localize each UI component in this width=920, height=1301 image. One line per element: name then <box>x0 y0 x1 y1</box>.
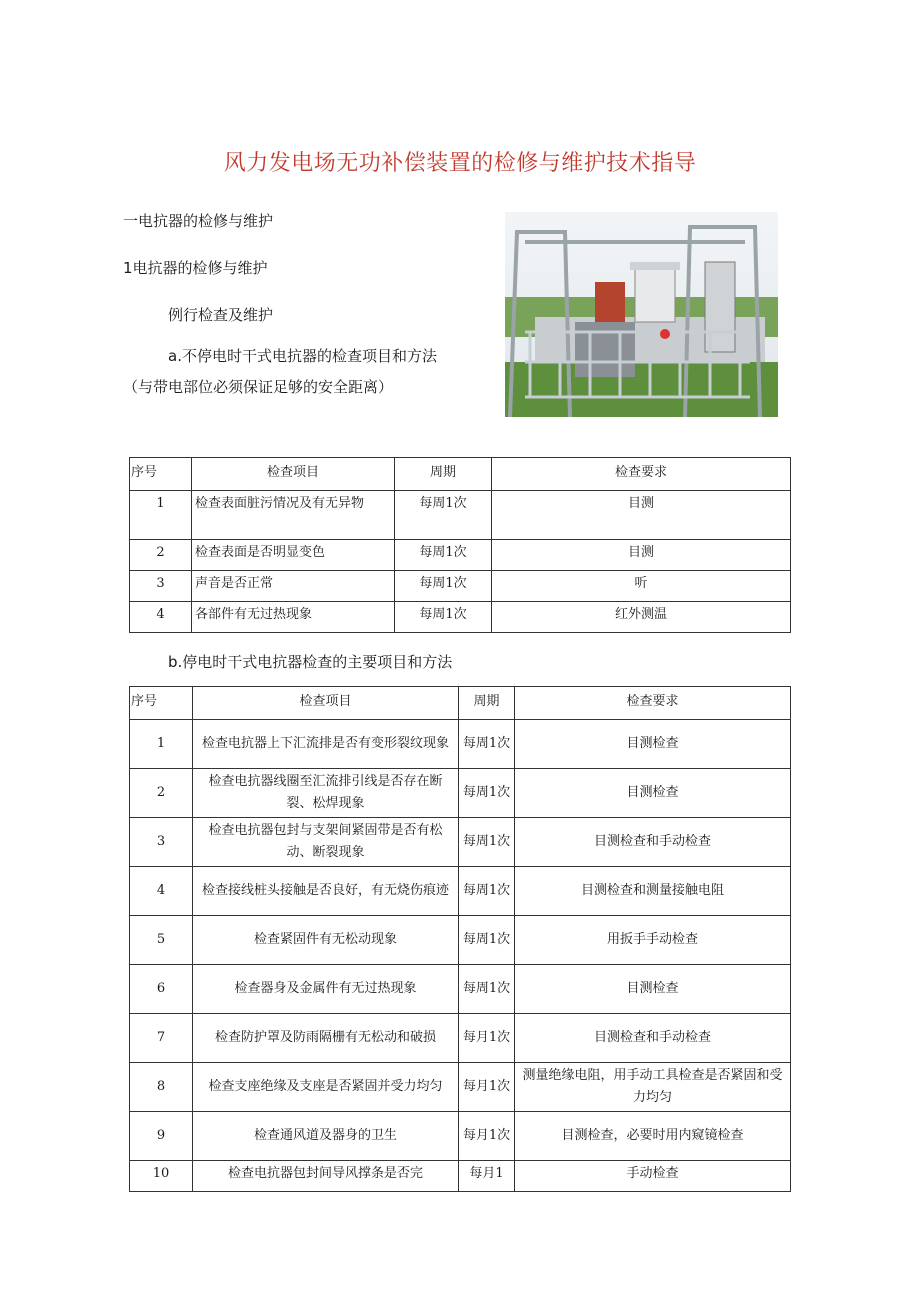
cell-index: 9 <box>130 1112 193 1161</box>
cell-requirement: 目测检查 <box>515 720 791 769</box>
cell-item: 检查器身及金属件有无过热现象 <box>193 965 459 1014</box>
cell-index: 1 <box>130 720 193 769</box>
header-period: 周期 <box>395 458 492 491</box>
part-a-heading: a.不停电时干式电抗器的检查项目和方法 <box>168 347 437 365</box>
header-item: 检查项目 <box>193 687 459 720</box>
cell-item: 各部件有无过热现象 <box>192 602 395 633</box>
header-index: 序号 <box>130 458 192 491</box>
cell-item: 声音是否正常 <box>192 571 395 602</box>
inspection-table-offline <box>129 686 791 1192</box>
cell-index: 8 <box>130 1063 193 1112</box>
part-a-note: （与带电部位必须保证足够的安全距离） <box>123 378 394 396</box>
cell-period: 每周1次 <box>395 571 492 602</box>
cell-index: 2 <box>130 540 192 571</box>
header-item: 检查项目 <box>192 458 395 491</box>
cell-period: 每周1次 <box>459 818 515 867</box>
routine-heading: 例行检查及维护 <box>168 306 274 324</box>
cell-requirement: 目测检查 <box>515 769 791 818</box>
page-title: 风力发电场无功补偿装置的检修与维护技术指导 <box>223 151 697 176</box>
table-row <box>130 965 791 1014</box>
table-row <box>130 769 791 818</box>
subsection-heading: 1电抗器的检修与维护 <box>123 259 268 277</box>
cell-index: 3 <box>130 818 193 867</box>
cell-period: 每月1 <box>459 1161 515 1192</box>
cell-requirement: 目测检查和手动检查 <box>515 818 791 867</box>
cell-requirement: 红外测温 <box>492 602 791 633</box>
cell-item: 检查支座绝缘及支座是否紧固并受力均匀 <box>193 1063 459 1112</box>
cell-requirement: 手动检查 <box>515 1161 791 1192</box>
cell-period: 每周1次 <box>459 769 515 818</box>
cell-period: 每周1次 <box>395 540 492 571</box>
cell-item: 检查电抗器包封与支架间紧固带是否有松动、断裂现象 <box>193 818 459 867</box>
cell-period: 每月1次 <box>459 1063 515 1112</box>
cell-item: 检查防护罩及防雨隔栅有无松动和破损 <box>193 1014 459 1063</box>
cell-period: 每月1次 <box>459 1014 515 1063</box>
table-row <box>130 818 791 867</box>
cell-index: 2 <box>130 769 193 818</box>
table-row <box>130 602 791 633</box>
header-period: 周期 <box>459 687 515 720</box>
cell-index: 6 <box>130 965 193 1014</box>
cell-requirement: 用扳手手动检查 <box>515 916 791 965</box>
cell-item: 检查紧固件有无松动现象 <box>193 916 459 965</box>
cell-period: 每周1次 <box>459 916 515 965</box>
header-requirement: 检查要求 <box>515 687 791 720</box>
cell-index: 3 <box>130 571 192 602</box>
table-row <box>130 540 791 571</box>
table-row <box>130 916 791 965</box>
cell-period: 每周1次 <box>395 602 492 633</box>
header-requirement: 检查要求 <box>492 458 791 491</box>
table-row <box>130 867 791 916</box>
cell-item: 检查电抗器包封间导风撑条是否完 <box>193 1161 459 1192</box>
cell-index: 5 <box>130 916 193 965</box>
cell-period: 每周1次 <box>459 720 515 769</box>
cell-requirement: 目测检查和测量接触电阻 <box>515 867 791 916</box>
cell-index: 7 <box>130 1014 193 1063</box>
header-index: 序号 <box>130 687 193 720</box>
section-heading: 一电抗器的检修与维护 <box>123 212 274 230</box>
table-header-row <box>130 458 791 491</box>
cell-item: 检查电抗器上下汇流排是否有变形裂纹现象 <box>193 720 459 769</box>
cell-requirement: 目测 <box>492 540 791 571</box>
table-row <box>130 571 791 602</box>
reactor-photo <box>505 212 778 417</box>
table-row <box>130 1014 791 1063</box>
table-row <box>130 720 791 769</box>
cell-requirement: 听 <box>492 571 791 602</box>
part-b-heading: b.停电时干式电抗器检查的主要项目和方法 <box>168 653 453 671</box>
cell-item: 检查表面是否明显变色 <box>192 540 395 571</box>
inspection-table-live <box>129 457 791 633</box>
table-row <box>130 491 791 540</box>
cell-item: 检查通风道及器身的卫生 <box>193 1112 459 1161</box>
cell-requirement: 目测检查 <box>515 965 791 1014</box>
cell-item: 检查接线桩头接触是否良好，有无烧伤痕迹 <box>193 867 459 916</box>
cell-requirement: 目测检查，必要时用内窥镜检查 <box>515 1112 791 1161</box>
cell-requirement: 目测 <box>492 491 791 540</box>
table-row <box>130 1161 791 1192</box>
cell-item: 检查电抗器线圈至汇流排引线是否存在断裂、松焊现象 <box>193 769 459 818</box>
table-row <box>130 1112 791 1161</box>
cell-period: 每周1次 <box>395 491 492 540</box>
cell-period: 每月1次 <box>459 1112 515 1161</box>
cell-requirement: 目测检查和手动检查 <box>515 1014 791 1063</box>
cell-index: 4 <box>130 867 193 916</box>
cell-item: 检查表面脏污情况及有无异物 <box>192 491 395 540</box>
cell-period: 每周1次 <box>459 965 515 1014</box>
table-header-row <box>130 687 791 720</box>
table-row <box>130 1063 791 1112</box>
cell-period: 每周1次 <box>459 867 515 916</box>
cell-index: 10 <box>130 1161 193 1192</box>
cell-requirement: 测量绝缘电阻，用手动工具检查是否紧固和受力均匀 <box>515 1063 791 1112</box>
cell-index: 4 <box>130 602 192 633</box>
cell-index: 1 <box>130 491 192 540</box>
